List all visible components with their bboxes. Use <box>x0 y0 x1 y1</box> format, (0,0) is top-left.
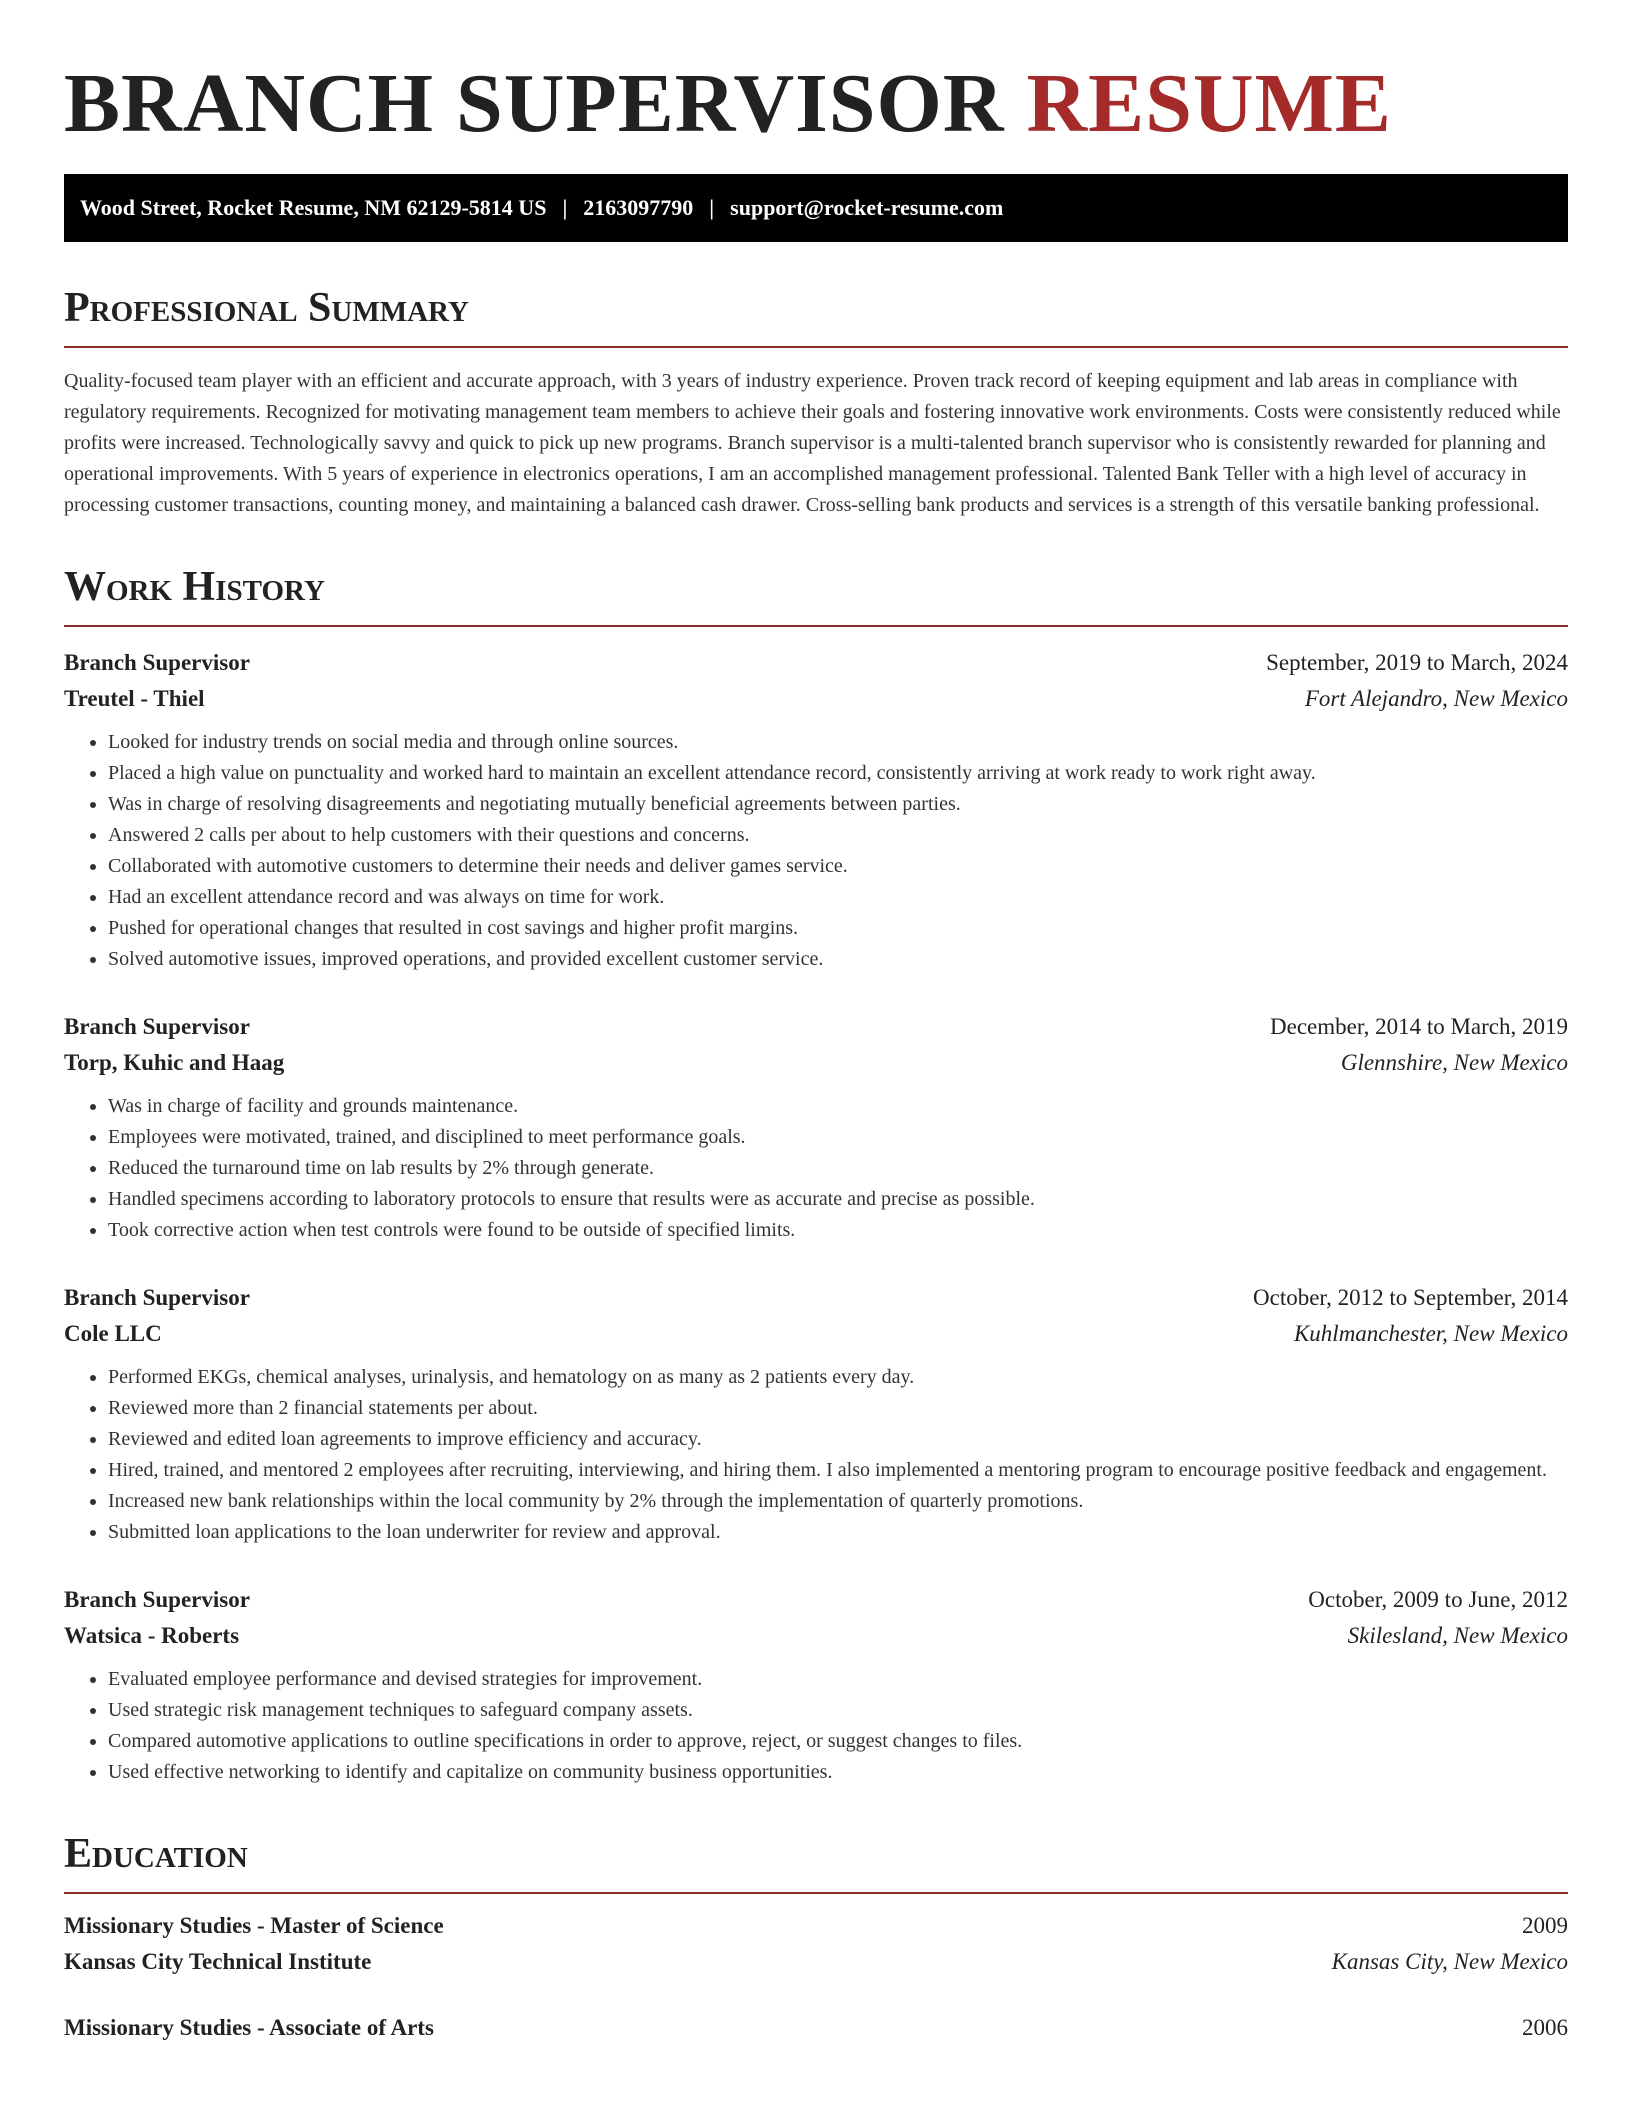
job-bullet: • Hired, trained, and mentored 2 employees after recruiting, interviewing, and hiring them. I also implemented a mentoring program to encourage positive feedback and engagement. <box>108 1455 1568 1486</box>
job-dates: September, 2019 to March, 2024 <box>1266 650 1568 675</box>
job-bullet: • Evaluated employee performance and devised strategies for improvement. <box>108 1664 1568 1695</box>
job-bullet: • Reviewed and edited loan agreements to improve efficiency and accuracy. <box>108 1424 1568 1455</box>
job-header-row <box>64 645 1568 681</box>
job-bullet: • Pushed for operational changes that resulted in cost savings and higher profit margins. <box>108 913 1568 944</box>
job-bullets <box>64 727 1568 975</box>
job-bullet: • Looked for industry trends on social media and through online sources. <box>108 727 1568 758</box>
job-bullet: • Answered 2 calls per about to help customers with their questions and concerns. <box>108 820 1568 851</box>
job-dates: October, 2009 to June, 2012 <box>1308 1587 1568 1612</box>
education-degree-row <box>64 1908 1568 1944</box>
education-entry <box>64 1908 1568 1980</box>
job-bullet: • Used effective networking to identify and capitalize on community business opportunities. <box>108 1757 1568 1788</box>
job-bullets <box>64 1664 1568 1788</box>
section-heading-work: Work History <box>64 563 1568 627</box>
title-accent: RESUME <box>1026 57 1392 150</box>
job-bullet: • Handled specimens according to laboratory protocols to ensure that results were as accurate and precise as possible. <box>108 1184 1568 1215</box>
job-dates: December, 2014 to March, 2019 <box>1270 1014 1568 1039</box>
education-school-row <box>64 1944 1568 1980</box>
education-year: 2006 <box>1522 2015 1568 2040</box>
job-location: Glennshire, New Mexico <box>1340 1050 1568 1075</box>
education-location: Kansas City, New Mexico <box>1331 1949 1568 1974</box>
job-header-row <box>64 1009 1568 1045</box>
job-bullet: • Employees were motivated, trained, and disciplined to meet performance goals. <box>108 1122 1568 1153</box>
job-company-row <box>64 1045 1568 1081</box>
resume-title <box>64 0 1568 150</box>
job-bullet: • Was in charge of facility and grounds maintenance. <box>108 1091 1568 1122</box>
education-degree: Missionary Studies - Associate of Arts <box>64 2015 434 2040</box>
job-bullet: • Increased new bank relationships within the local community by 2% through the implementation of quarterly promotions. <box>108 1486 1568 1517</box>
job-company: Cole LLC <box>64 1321 162 1346</box>
education-degree: Missionary Studies - Master of Science <box>64 1913 444 1938</box>
contact-email: support@rocket-resume.com <box>730 195 1004 220</box>
job-location: Fort Alejandro, New Mexico <box>1304 686 1568 711</box>
contact-bar <box>64 174 1568 242</box>
job-bullet: • Collaborated with automotive customers to determine their needs and deliver games service. <box>108 851 1568 882</box>
job-entry <box>64 1009 1568 1246</box>
job-bullet: • Compared automotive applications to outline specifications in order to approve, reject, or suggest changes to files. <box>108 1726 1568 1757</box>
education-school: Kansas City Technical Institute <box>64 1949 372 1974</box>
job-company-row <box>64 1316 1568 1352</box>
job-bullets <box>64 1091 1568 1246</box>
job-bullet: • Took corrective action when test controls were found to be outside of specified limits. <box>108 1215 1568 1246</box>
job-bullet: • Placed a high value on punctuality and worked hard to maintain an excellent attendance record, consistently arriving at work ready to work right away. <box>108 758 1568 789</box>
job-bullet: • Reviewed more than 2 financial statements per about. <box>108 1393 1568 1424</box>
job-entry <box>64 1582 1568 1788</box>
education-section <box>64 1830 1568 2046</box>
job-location: Kuhlmanchester, New Mexico <box>1293 1321 1568 1346</box>
job-bullet: • Reduced the turnaround time on lab results by 2% through generate. <box>108 1153 1568 1184</box>
job-title: Branch Supervisor <box>64 1587 250 1612</box>
contact-separator: | <box>709 195 715 220</box>
job-title: Branch Supervisor <box>64 1014 250 1039</box>
contact-address: Wood Street, Rocket Resume, NM 62129-5814 US <box>80 195 547 220</box>
job-dates: October, 2012 to September, 2014 <box>1253 1285 1568 1310</box>
job-bullet: • Had an excellent attendance record and was always on time for work. <box>108 882 1568 913</box>
education-degree-row <box>64 2010 1568 2046</box>
job-entry <box>64 1280 1568 1548</box>
job-bullets <box>64 1362 1568 1548</box>
job-bullet: • Submitted loan applications to the loan underwriter for review and approval. <box>108 1517 1568 1548</box>
contact-phone: 2163097790 <box>583 195 694 220</box>
job-location: Skilesland, New Mexico <box>1347 1623 1568 1648</box>
professional-summary-section <box>64 284 1568 521</box>
work-history-section <box>64 563 1568 1788</box>
job-title: Branch Supervisor <box>64 650 250 675</box>
summary-text: Quality-focused team player with an efficient and accurate approach, with 3 years of industry experience. Proven track record of keeping equipment and lab areas in compliance with regulatory requirements. Recognized for motivating management team members to achieve their goals and fostering innovative work environments. Costs were consistently reduced while profits were increased. Technologically savvy and quick to pick up new programs. Branch supervisor is a multi-talented branch supervisor who is consistently rewarded for planning and operational improvements. With 5 years of experience in electronics operations, I am an accomplished management professional. Talented Bank Teller with a high level of accuracy in processing customer transactions, counting money, and maintaining a balanced cash drawer. Cross-selling bank products and services is a strength of this versatile banking professional. <box>64 370 1561 516</box>
section-heading-summary: Professional Summary <box>64 284 1568 348</box>
job-bullet: • Performed EKGs, chemical analyses, urinalysis, and hematology on as many as 2 patients every day. <box>108 1362 1568 1393</box>
job-company-row <box>64 1618 1568 1654</box>
job-company: Treutel - Thiel <box>64 686 205 711</box>
education-year: 2009 <box>1522 1913 1568 1938</box>
title-main: BRANCH SUPERVISOR <box>64 57 1005 150</box>
job-bullet: • Was in charge of resolving disagreements and negotiating mutually beneficial agreements between parties. <box>108 789 1568 820</box>
job-bullet: • Used strategic risk management techniques to safeguard company assets. <box>108 1695 1568 1726</box>
job-header-row <box>64 1582 1568 1618</box>
job-header-row <box>64 1280 1568 1316</box>
job-title: Branch Supervisor <box>64 1285 250 1310</box>
section-heading-education: Education <box>64 1830 1568 1894</box>
contact-separator: | <box>562 195 568 220</box>
job-company: Torp, Kuhic and Haag <box>64 1050 285 1075</box>
job-company-row <box>64 681 1568 717</box>
job-company: Watsica - Roberts <box>64 1623 240 1648</box>
job-entry <box>64 645 1568 975</box>
education-entry <box>64 2010 1568 2046</box>
job-bullet: • Solved automotive issues, improved operations, and provided excellent customer service. <box>108 944 1568 975</box>
